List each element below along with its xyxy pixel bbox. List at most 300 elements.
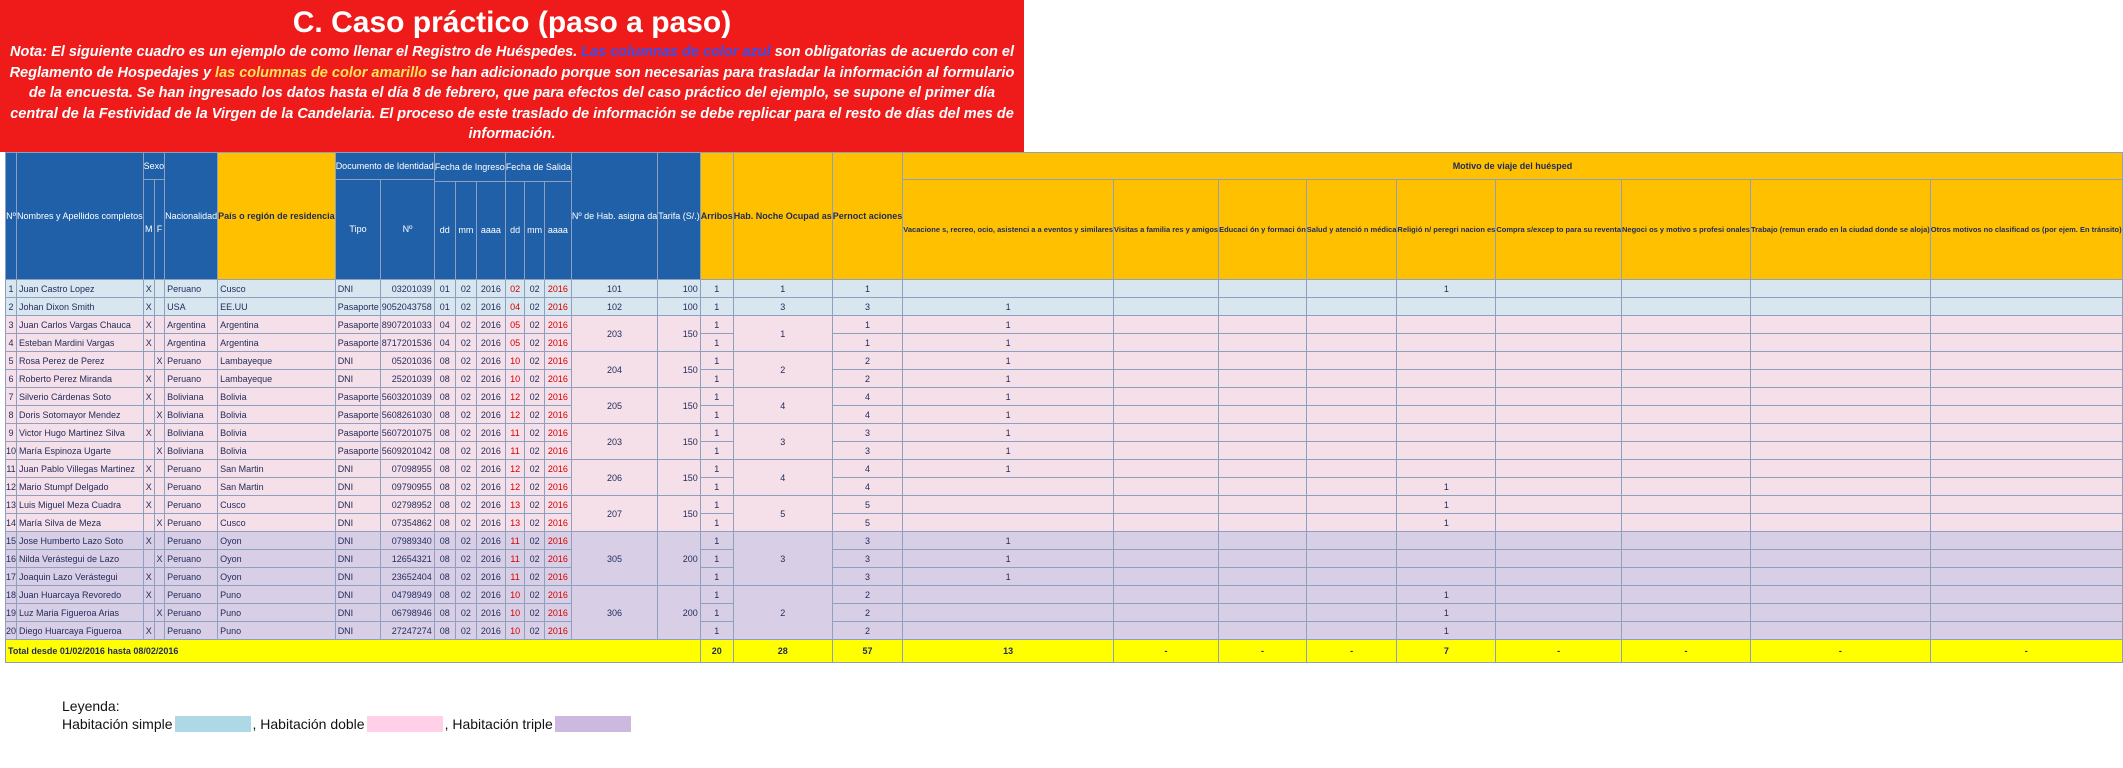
row-number: 11	[6, 460, 17, 478]
table-row	[6, 496, 2123, 514]
exit-day: 13	[505, 496, 525, 514]
travel-reason-5: 1	[1397, 496, 1496, 514]
travel-reason-4	[1306, 460, 1397, 478]
sex-f	[154, 460, 164, 478]
document-number: 23652404	[381, 568, 434, 586]
document-number: 07354862	[381, 514, 434, 532]
arrivals: 1	[700, 604, 733, 622]
entry-day: 08	[434, 622, 455, 640]
entry-month: 02	[455, 460, 476, 478]
travel-reason-4	[1306, 424, 1397, 442]
travel-reason-3	[1219, 406, 1307, 424]
travel-reason-2	[1114, 298, 1219, 316]
total-motivo-1: 13	[903, 640, 1114, 663]
entry-month: 02	[455, 622, 476, 640]
travel-reason-3	[1219, 514, 1307, 532]
row-number: 8	[6, 406, 17, 424]
sex-f: X	[154, 604, 164, 622]
travel-reason-9	[1930, 442, 2122, 460]
document-type: Pasaporte	[335, 424, 381, 442]
travel-reason-2	[1114, 604, 1219, 622]
entry-year: 2016	[476, 388, 505, 406]
sex-m: X	[143, 424, 154, 442]
travel-reason-1: 1	[903, 442, 1114, 460]
travel-reason-5	[1397, 352, 1496, 370]
travel-reason-9	[1930, 370, 2122, 388]
overnights: 3	[832, 568, 903, 586]
entry-day: 08	[434, 424, 455, 442]
col-fecha-ingreso: Fecha de Ingreso	[434, 153, 505, 182]
nationality: Peruano	[165, 550, 218, 568]
travel-reason-8	[1750, 352, 1930, 370]
travel-reason-7	[1622, 424, 1751, 442]
room-number: 102	[571, 298, 657, 316]
travel-reason-3	[1219, 280, 1307, 298]
exit-year: 2016	[544, 388, 571, 406]
exit-month: 02	[525, 622, 545, 640]
travel-reason-5	[1397, 298, 1496, 316]
sex-m: X	[143, 460, 154, 478]
travel-reason-6	[1496, 298, 1622, 316]
exit-year: 2016	[544, 550, 571, 568]
travel-reason-2	[1114, 514, 1219, 532]
table-row	[6, 622, 2123, 640]
sex-m	[143, 514, 154, 532]
room-nights: 1	[733, 316, 832, 352]
document-number: 07989340	[381, 532, 434, 550]
col-motivo-religion: Religió n/ peregri nacion es	[1397, 180, 1496, 280]
guest-name: Diego Huarcaya Figueroa	[17, 622, 144, 640]
guest-name: María Espinoza Ugarte	[17, 442, 144, 460]
exit-year: 2016	[544, 460, 571, 478]
sex-m: X	[143, 388, 154, 406]
table-row	[6, 460, 2123, 478]
nationality: Peruano	[165, 586, 218, 604]
sex-m	[143, 352, 154, 370]
sex-f	[154, 496, 164, 514]
overnights: 3	[832, 550, 903, 568]
arrivals: 1	[700, 478, 733, 496]
document-number: 9052043758	[381, 298, 434, 316]
exit-month: 02	[525, 370, 545, 388]
total-motivo-6: -	[1496, 640, 1622, 663]
arrivals: 1	[700, 298, 733, 316]
exit-year: 2016	[544, 604, 571, 622]
travel-reason-7	[1622, 370, 1751, 388]
entry-day: 08	[434, 460, 455, 478]
entry-year: 2016	[476, 334, 505, 352]
exit-month: 02	[525, 388, 545, 406]
row-number: 4	[6, 334, 17, 352]
country-residence: Cusco	[218, 496, 336, 514]
entry-year: 2016	[476, 514, 505, 532]
travel-reason-4	[1306, 550, 1397, 568]
guest-name: Juan Castro Lopez	[17, 280, 144, 298]
nationality: Peruano	[165, 622, 218, 640]
travel-reason-9	[1930, 334, 2122, 352]
entry-month: 02	[455, 442, 476, 460]
entry-year: 2016	[476, 550, 505, 568]
travel-reason-2	[1114, 532, 1219, 550]
entry-month: 02	[455, 316, 476, 334]
exit-day: 11	[505, 550, 525, 568]
nationality: Peruano	[165, 460, 218, 478]
col-f: F	[154, 180, 164, 280]
row-number: 14	[6, 514, 17, 532]
total-motivo-7: -	[1622, 640, 1751, 663]
entry-day: 04	[434, 334, 455, 352]
legend-title: Leyenda:	[62, 698, 120, 714]
col-motivo-educacion: Educaci ón y formaci ón	[1219, 180, 1307, 280]
document-type: Pasaporte	[335, 298, 381, 316]
travel-reason-5: 1	[1397, 478, 1496, 496]
entry-day: 08	[434, 388, 455, 406]
arrivals: 1	[700, 334, 733, 352]
exit-year: 2016	[544, 532, 571, 550]
col-motivo-negocios: Negoci os y motivo s profesi onales	[1622, 180, 1751, 280]
travel-reason-1	[903, 478, 1114, 496]
travel-reason-8	[1750, 532, 1930, 550]
legend-simple-swatch	[175, 716, 251, 732]
entry-year: 2016	[476, 280, 505, 298]
exit-day: 11	[505, 424, 525, 442]
row-number: 18	[6, 586, 17, 604]
travel-reason-6	[1496, 280, 1622, 298]
country-residence: Bolivia	[218, 424, 336, 442]
entry-year: 2016	[476, 604, 505, 622]
travel-reason-4	[1306, 568, 1397, 586]
legend-doble-swatch	[367, 716, 443, 732]
travel-reason-8	[1750, 316, 1930, 334]
exit-day: 11	[505, 568, 525, 586]
travel-reason-4	[1306, 388, 1397, 406]
country-residence: Bolivia	[218, 388, 336, 406]
room-nights: 1	[733, 280, 832, 298]
col-n: Nº	[6, 153, 17, 280]
table-row	[6, 406, 2123, 424]
entry-year: 2016	[476, 352, 505, 370]
guest-name: Victor Hugo Martinez Silva	[17, 424, 144, 442]
legend-triple-label: , Habitación triple	[444, 716, 553, 732]
row-number: 3	[6, 316, 17, 334]
col-tarifa: Tarifa (S/.)	[658, 153, 701, 280]
travel-reason-3	[1219, 478, 1307, 496]
document-number: 25201039	[381, 370, 434, 388]
travel-reason-2	[1114, 568, 1219, 586]
total-motivo-3: -	[1219, 640, 1307, 663]
travel-reason-5: 1	[1397, 280, 1496, 298]
travel-reason-2	[1114, 388, 1219, 406]
overnights: 2	[832, 604, 903, 622]
col-pernoct: Pernoct aciones	[832, 153, 903, 280]
legend-row	[62, 715, 633, 733]
note-part-1: Nota: El siguiente cuadro es un ejemplo de como llenar el Registro de Huéspedes.	[10, 44, 582, 60]
col-motivo-vacaciones: Vacacione s, recreo, ocio, asistenci a a eventos y similares	[903, 180, 1114, 280]
entry-year: 2016	[476, 316, 505, 334]
room-rate: 150	[658, 424, 701, 460]
exit-year: 2016	[544, 496, 571, 514]
travel-reason-5	[1397, 388, 1496, 406]
travel-reason-6	[1496, 388, 1622, 406]
travel-reason-8	[1750, 424, 1930, 442]
room-rate: 150	[658, 496, 701, 532]
travel-reason-7	[1622, 568, 1751, 586]
entry-year: 2016	[476, 586, 505, 604]
overnights: 1	[832, 334, 903, 352]
overnights: 3	[832, 532, 903, 550]
overnights: 2	[832, 370, 903, 388]
travel-reason-6	[1496, 604, 1622, 622]
legend	[62, 697, 633, 733]
sex-m	[143, 550, 154, 568]
nationality: USA	[165, 298, 218, 316]
sex-f	[154, 370, 164, 388]
document-number: 8717201536	[381, 334, 434, 352]
travel-reason-5	[1397, 532, 1496, 550]
col-hab: Nº de Hab. asigna da	[571, 153, 657, 280]
travel-reason-2	[1114, 334, 1219, 352]
room-nights: 5	[733, 496, 832, 532]
travel-reason-3	[1219, 424, 1307, 442]
travel-reason-1	[903, 514, 1114, 532]
room-nights: 3	[733, 532, 832, 586]
travel-reason-1: 1	[903, 298, 1114, 316]
room-rate: 200	[658, 532, 701, 586]
note-blue-columns: Las columnas de color azul	[581, 44, 771, 60]
room-number: 203	[571, 316, 657, 352]
travel-reason-3	[1219, 532, 1307, 550]
entry-month: 02	[455, 298, 476, 316]
table-row	[6, 478, 2123, 496]
entry-month: 02	[455, 604, 476, 622]
nationality: Peruano	[165, 514, 218, 532]
col-fecha-salida: Fecha de Salida	[505, 153, 571, 182]
travel-reason-1: 1	[903, 406, 1114, 424]
exit-month: 02	[525, 586, 545, 604]
travel-reason-1	[903, 622, 1114, 640]
sex-f: X	[154, 442, 164, 460]
nationality: Peruano	[165, 496, 218, 514]
document-type: DNI	[335, 622, 381, 640]
entry-year: 2016	[476, 622, 505, 640]
guest-name: Joaquin Lazo Verástegui	[17, 568, 144, 586]
travel-reason-1	[903, 604, 1114, 622]
travel-reason-1: 1	[903, 334, 1114, 352]
exit-month: 02	[525, 406, 545, 424]
travel-reason-7	[1622, 514, 1751, 532]
entry-year: 2016	[476, 442, 505, 460]
document-type: Pasaporte	[335, 442, 381, 460]
table-row	[6, 352, 2123, 370]
travel-reason-3	[1219, 568, 1307, 586]
note-part-3: se han adicionado porque son necesarias para trasladar la información al formulario de la encuesta. Se han ingresado los datos hasta el día 8 de febrero, que para efectos del caso práctico del ejemplo, se supone el primer día central de la Festividad de la Virgen de la Candelaria. El proceso de este traslado de información se debe replicar para el resto de días del mes de información.	[10, 64, 1015, 142]
travel-reason-4	[1306, 622, 1397, 640]
exit-year: 2016	[544, 442, 571, 460]
travel-reason-6	[1496, 352, 1622, 370]
guest-name: Luis Miguel Meza Cuadra	[17, 496, 144, 514]
exit-month: 02	[525, 316, 545, 334]
entry-month: 02	[455, 424, 476, 442]
table-body	[6, 280, 2123, 640]
nationality: Peruano	[165, 280, 218, 298]
sex-m: X	[143, 478, 154, 496]
col-noche: Hab. Noche Ocupad as	[733, 153, 832, 280]
exit-month: 02	[525, 478, 545, 496]
col-m: M	[143, 180, 154, 280]
room-rate: 150	[658, 316, 701, 352]
guest-name: María Silva de Meza	[17, 514, 144, 532]
travel-reason-5: 1	[1397, 514, 1496, 532]
travel-reason-2	[1114, 352, 1219, 370]
document-number: 5607201075	[381, 424, 434, 442]
legend-simple-label: Habitación simple	[62, 716, 173, 732]
travel-reason-2	[1114, 442, 1219, 460]
row-number: 12	[6, 478, 17, 496]
exit-year: 2016	[544, 622, 571, 640]
sex-m	[143, 604, 154, 622]
entry-year: 2016	[476, 298, 505, 316]
room-number: 205	[571, 388, 657, 424]
travel-reason-6	[1496, 586, 1622, 604]
travel-reason-9	[1930, 424, 2122, 442]
travel-reason-1: 1	[903, 352, 1114, 370]
exit-day: 12	[505, 460, 525, 478]
entry-day: 08	[434, 568, 455, 586]
sex-m	[143, 442, 154, 460]
entry-month: 02	[455, 406, 476, 424]
country-residence: San Martin	[218, 478, 336, 496]
travel-reason-8	[1750, 604, 1930, 622]
nationality: Peruano	[165, 568, 218, 586]
nationality: Argentina	[165, 316, 218, 334]
exit-day: 05	[505, 334, 525, 352]
room-nights: 3	[733, 298, 832, 316]
exit-day: 12	[505, 478, 525, 496]
table-row	[6, 388, 2123, 406]
travel-reason-4	[1306, 586, 1397, 604]
travel-reason-4	[1306, 604, 1397, 622]
document-number: 06798946	[381, 604, 434, 622]
exit-day: 04	[505, 298, 525, 316]
travel-reason-4	[1306, 334, 1397, 352]
document-number: 5609201042	[381, 442, 434, 460]
travel-reason-9	[1930, 298, 2122, 316]
travel-reason-7	[1622, 604, 1751, 622]
entry-year: 2016	[476, 478, 505, 496]
travel-reason-3	[1219, 496, 1307, 514]
guest-name: Nilda Verástegui de Lazo	[17, 550, 144, 568]
exit-day: 10	[505, 604, 525, 622]
row-number: 7	[6, 388, 17, 406]
travel-reason-9	[1930, 586, 2122, 604]
sex-f	[154, 622, 164, 640]
travel-reason-4	[1306, 514, 1397, 532]
document-type: DNI	[335, 460, 381, 478]
nationality: Boliviana	[165, 388, 218, 406]
arrivals: 1	[700, 586, 733, 604]
entry-month: 02	[455, 586, 476, 604]
travel-reason-7	[1622, 280, 1751, 298]
total-motivo-4: -	[1306, 640, 1397, 663]
exit-month: 02	[525, 496, 545, 514]
page-title: C. Caso práctico (paso a paso)	[292, 6, 732, 39]
exit-year: 2016	[544, 406, 571, 424]
travel-reason-4	[1306, 532, 1397, 550]
travel-reason-9	[1930, 496, 2122, 514]
entry-year: 2016	[476, 496, 505, 514]
travel-reason-9	[1930, 514, 2122, 532]
travel-reason-1: 1	[903, 370, 1114, 388]
exit-year: 2016	[544, 424, 571, 442]
travel-reason-9	[1930, 460, 2122, 478]
exit-day: 05	[505, 316, 525, 334]
country-residence: Oyon	[218, 550, 336, 568]
country-residence: Oyon	[218, 568, 336, 586]
guest-name: Juan Pablo Villegas Martinez	[17, 460, 144, 478]
row-number: 5	[6, 352, 17, 370]
arrivals: 1	[700, 496, 733, 514]
total-pernoct: 57	[832, 640, 903, 663]
document-type: DNI	[335, 478, 381, 496]
country-residence: Argentina	[218, 334, 336, 352]
travel-reason-7	[1622, 496, 1751, 514]
entry-month: 02	[455, 514, 476, 532]
room-nights: 2	[733, 586, 832, 640]
nationality: Peruano	[165, 352, 218, 370]
travel-reason-3	[1219, 460, 1307, 478]
travel-reason-4	[1306, 316, 1397, 334]
travel-reason-1: 1	[903, 532, 1114, 550]
guest-name: Juan Huarcaya Revoredo	[17, 586, 144, 604]
title-banner	[0, 0, 1024, 152]
travel-reason-4	[1306, 298, 1397, 316]
room-rate: 200	[658, 586, 701, 640]
total-motivo-5: 7	[1397, 640, 1496, 663]
entry-year: 2016	[476, 460, 505, 478]
entry-month: 02	[455, 280, 476, 298]
table-row	[6, 316, 2123, 334]
room-rate: 100	[658, 298, 701, 316]
legend-doble-label: , Habitación doble	[252, 716, 365, 732]
room-nights: 3	[733, 424, 832, 460]
travel-reason-8	[1750, 334, 1930, 352]
overnights: 4	[832, 388, 903, 406]
row-number: 2	[6, 298, 17, 316]
document-number: 27247274	[381, 622, 434, 640]
table-row	[6, 298, 2123, 316]
table-row	[6, 586, 2123, 604]
entry-year: 2016	[476, 406, 505, 424]
travel-reason-6	[1496, 514, 1622, 532]
travel-reason-6	[1496, 370, 1622, 388]
travel-reason-4	[1306, 442, 1397, 460]
document-type: DNI	[335, 280, 381, 298]
document-number: 02798952	[381, 496, 434, 514]
overnights: 5	[832, 496, 903, 514]
room-nights: 2	[733, 352, 832, 388]
document-type: Pasaporte	[335, 388, 381, 406]
travel-reason-1	[903, 280, 1114, 298]
room-number: 206	[571, 460, 657, 496]
room-number: 101	[571, 280, 657, 298]
entry-month: 02	[455, 478, 476, 496]
travel-reason-4	[1306, 352, 1397, 370]
travel-reason-3	[1219, 604, 1307, 622]
sex-m: X	[143, 370, 154, 388]
nationality: Peruano	[165, 478, 218, 496]
guest-name: Jose Humberto Lazo Soto	[17, 532, 144, 550]
exit-month: 02	[525, 568, 545, 586]
